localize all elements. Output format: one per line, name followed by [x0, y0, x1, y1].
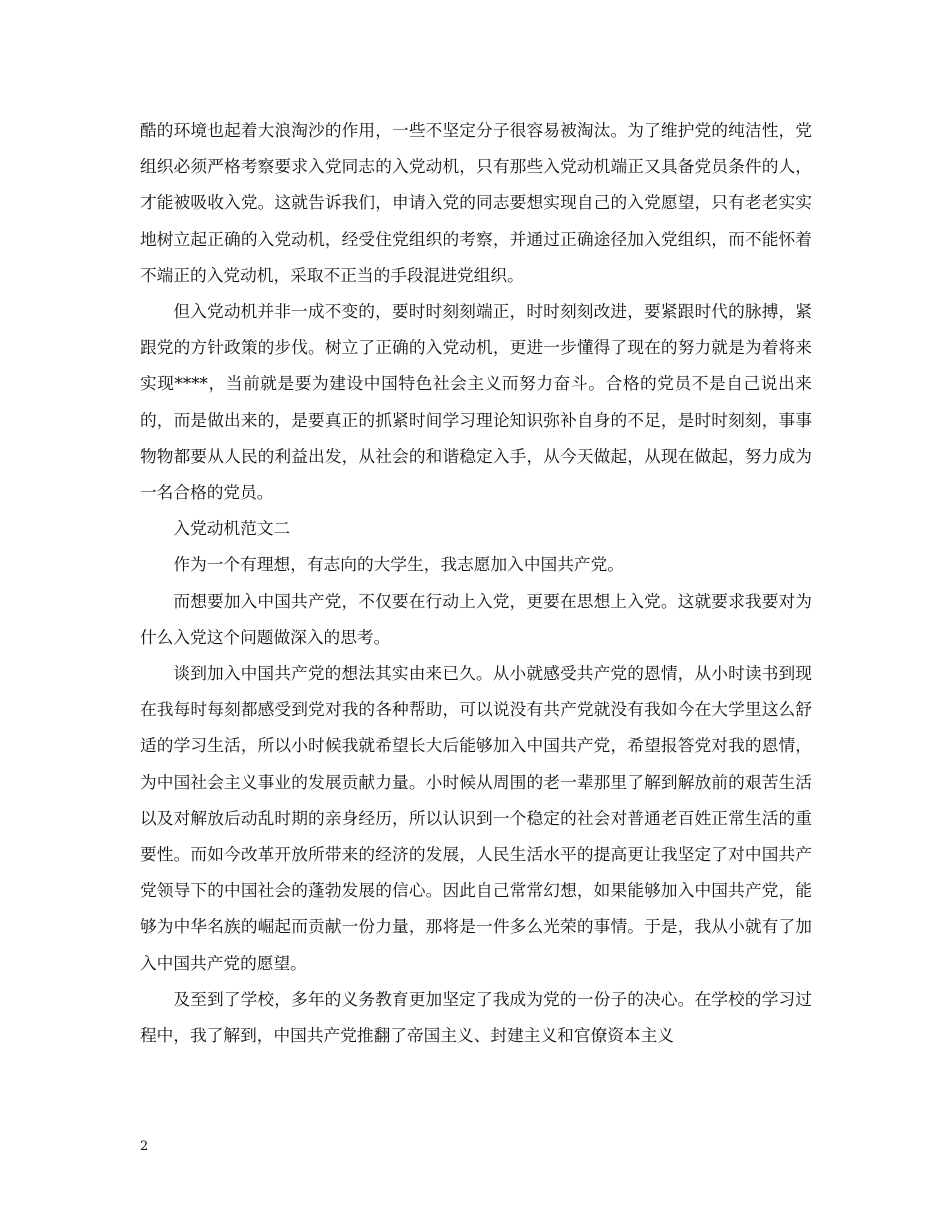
paragraph-4: 而想要加入中国共产党，不仅要在行动上入党，更要在思想上入党。这就要求我要对为什么入党这个问题做深入的思考。	[140, 590, 812, 647]
page-number: 2	[140, 1139, 149, 1154]
body-text	[140, 112, 812, 1053]
section-heading: 入党动机范文二	[173, 518, 291, 539]
paragraph-6: 及至到了学校，多年的义务教育更加坚定了我成为党的一份子的决心。在学校的学习过程中，我了解到，中国共产党推翻了帝国主义、封建主义和官僚资本主义	[140, 988, 812, 1046]
paragraph-5: 谈到加入中国共产党的想法其实由来已久。从小就感受共产党的恩情，从小时读书到现在我每时每刻都感受到党对我的各种帮助，可以说没有共产党就没有我如今在大学里这么舒适的学习生活，所以小时候我就希望长大后能够加入中国共产党，希望报答党对我的恩情，为中国社会主义事业的发展贡献力量。小时候从周围的老一辈那里了解到解放前的艰苦生活以及对解放后动乱时期的亲身经历，所以认识到一个稳定的社会对普通老百姓正常生活的重要性。而如今改革开放所带来的经济的发展，人民生活水平的提高更让我坚定了对中国共产党领导下的中国社会的蓬勃发展的信心。因此自己常常幻想，如果能够加入中国共产党，能够为中华名族的崛起而贡献一份力量，那将是一件多么光荣的事情。于是，我从小就有了加入中国共产党的愿望。	[140, 663, 812, 973]
paragraph-2: 但入党动机并非一成不变的，要时时刻刻端正，时时刻刻改进，要紧跟时代的脉搏，紧跟党的方针政策的步伐。树立了正确的入党动机，更进一步懂得了现在的努力就是为着将来实现****，当前就是要为建设中国特色社会主义而努力奋斗。合格的党员不是自己说出来的，而是做出来的，是要真正的抓紧时间学习理论知识弥补自身的不足，是时时刻刻，事事物物都要从人民的利益出发，从社会的和谐稳定入手，从今天做起，从现在做起，努力成为一名合格的党员。	[140, 301, 812, 503]
paragraph-1: 酷的环境也起着大浪淘沙的作用，一些不坚定分子很容易被淘汰。为了维护党的纯洁性，党组织必须严格考察要求入党同志的入党动机，只有那些入党动机端正又具备党员条件的人，才能被吸收入党。这就告诉我们，申请入党的同志要想实现自己的入党愿望，只有老老实实地树立起正确的入党动机，经受住党组织的考察，并通过正确途径加入党组织，而不能怀着不端正的入党动机，采取不正当的手段混进党组织。	[140, 120, 812, 285]
paragraph-3: 作为一个有理想，有志向的大学生，我志愿加入中国共产党。	[173, 554, 624, 575]
